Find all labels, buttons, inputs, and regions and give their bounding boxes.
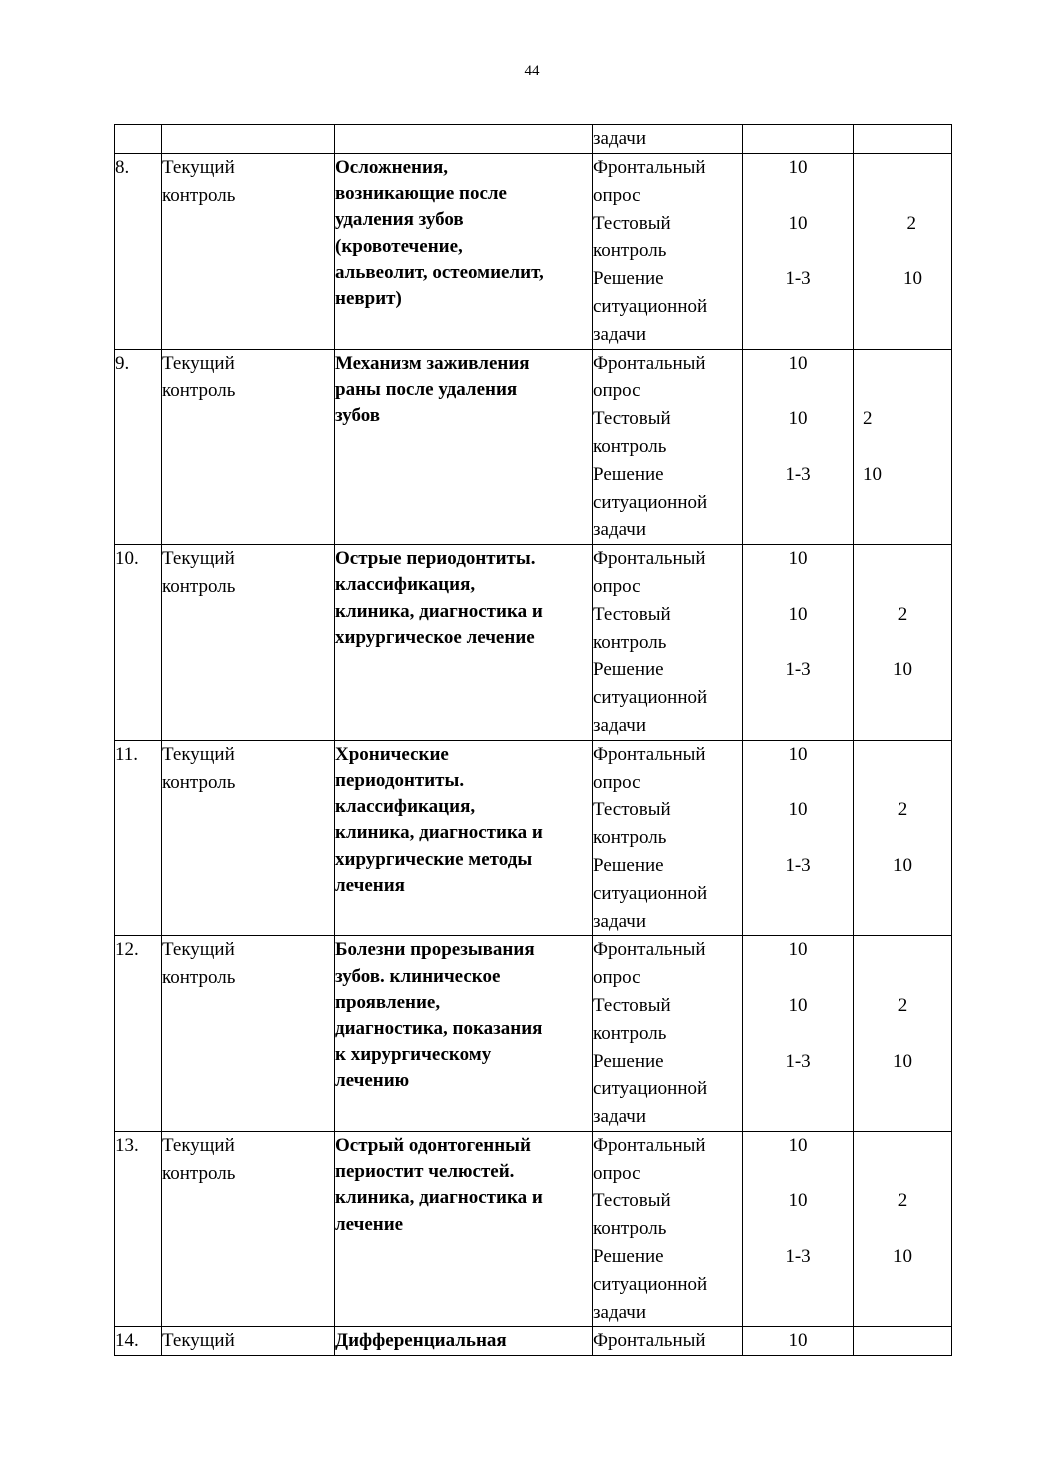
- row-number: 14.: [115, 1327, 162, 1356]
- score: [854, 349, 952, 545]
- assessment-forms: [593, 154, 743, 350]
- value-item: 10: [788, 1134, 808, 1156]
- topic-line: клиника, диагностика и: [335, 600, 543, 622]
- topic-line: неврит): [335, 288, 402, 310]
- row-number: 12.: [115, 936, 162, 1132]
- form-line: Тестовый: [593, 799, 671, 821]
- topic-line: Осложнения,: [335, 157, 448, 178]
- form-line: Тестовый: [593, 1190, 671, 1212]
- assessment-table: [114, 124, 952, 1356]
- question-count: [743, 740, 854, 936]
- assessment-forms: Фронтальный: [593, 1327, 743, 1356]
- value-item: 1-3: [785, 1050, 811, 1072]
- topic: [335, 349, 593, 545]
- form-line: Тестовый: [593, 603, 671, 625]
- topic-line: зубов. клиническое: [335, 965, 501, 987]
- value-item: 10: [788, 212, 808, 234]
- score: [854, 1327, 952, 1356]
- topic-line: Болезни прорезывания: [335, 939, 535, 961]
- control-type: [162, 154, 335, 350]
- form-line: Решение: [593, 1246, 664, 1268]
- control-type: [162, 545, 335, 741]
- form-line: опрос: [593, 967, 641, 989]
- topic: [335, 1327, 593, 1356]
- page-number: 44: [524, 63, 540, 79]
- score-item: 10: [903, 268, 922, 290]
- type-line: Текущий: [162, 548, 235, 570]
- score-item: 2: [897, 603, 908, 625]
- topic-line: клиника, диагностика и: [335, 1187, 543, 1209]
- topic: [335, 936, 593, 1132]
- score-item: [854, 154, 951, 210]
- score-item: [854, 545, 951, 601]
- control-type: [162, 936, 335, 1132]
- form-line: Тестовый: [593, 408, 671, 430]
- topic-line: (кровотечение,: [335, 235, 463, 257]
- value-item: 1-3: [785, 268, 811, 290]
- value-item: 10: [788, 939, 808, 961]
- topic-line: лечение: [335, 1213, 404, 1235]
- form-line: Фронтальный: [593, 1134, 706, 1156]
- score-item: 2: [897, 799, 908, 821]
- table-row-continuation: [115, 125, 952, 154]
- value-item: 1-3: [785, 1246, 811, 1268]
- question-count: [743, 154, 854, 350]
- form-line: опрос: [593, 771, 641, 793]
- row-number: 8.: [115, 154, 162, 350]
- type-line: контроль: [162, 967, 236, 989]
- row-number: 9.: [115, 349, 162, 545]
- score-item: [854, 936, 951, 992]
- topic: [335, 154, 593, 350]
- topic-line: классификация,: [335, 796, 476, 818]
- form-line: Решение: [593, 1050, 664, 1072]
- value-item: 10: [788, 799, 808, 821]
- topic-line: к хирургическому: [335, 1044, 492, 1066]
- form-line: Решение: [593, 659, 664, 681]
- topic-line: лечению: [335, 1070, 410, 1092]
- form-line: задачи: [593, 1301, 647, 1323]
- topic-line: возникающие после: [335, 183, 507, 205]
- score-item: [854, 1132, 951, 1188]
- topic-line: диагностика, показания: [335, 1017, 543, 1039]
- form-line: задачи: [593, 714, 647, 736]
- score-item: 2: [906, 212, 916, 234]
- form-line: опрос: [593, 1162, 641, 1184]
- form-line: контроль: [593, 631, 667, 653]
- cell-score: [854, 125, 952, 154]
- table-row: [115, 1131, 952, 1327]
- topic-line: хирургическое лечение: [335, 626, 535, 648]
- cell-value: [743, 125, 854, 154]
- cell-num: [115, 125, 162, 154]
- value-item: 10: [788, 157, 808, 178]
- score-item: 2: [897, 994, 908, 1016]
- form-line: задачи: [593, 323, 647, 345]
- type-line: Текущий: [162, 157, 235, 178]
- cell-topic: [335, 125, 593, 154]
- row-number: 10.: [115, 545, 162, 741]
- row-number: 13.: [115, 1131, 162, 1327]
- assessment-forms: [593, 349, 743, 545]
- value-item: 1-3: [785, 659, 811, 681]
- form-line: Решение: [593, 854, 664, 876]
- form-line: опрос: [593, 380, 641, 402]
- control-type: [162, 349, 335, 545]
- value-item: 10: [788, 352, 808, 374]
- form-line: контроль: [593, 240, 667, 262]
- score-item: [854, 350, 951, 406]
- type-line: контроль: [162, 380, 236, 402]
- score: [854, 936, 952, 1132]
- score-item: 2: [897, 1190, 908, 1212]
- topic-line: Хронические: [335, 743, 449, 765]
- cell-form: [593, 125, 743, 154]
- value-item: 10: [788, 548, 808, 570]
- value-item: 10: [788, 408, 808, 430]
- topic-line: Острые периодонтиты.: [335, 548, 536, 570]
- form-line: задачи: [593, 128, 647, 149]
- question-count: [743, 1131, 854, 1327]
- topic-line: Острый одонтогенный: [335, 1134, 531, 1156]
- form-line: задачи: [593, 519, 647, 541]
- type-line: контроль: [162, 184, 236, 206]
- value-item: 10: [788, 1190, 808, 1212]
- topic-line: периодонтиты.: [335, 769, 465, 791]
- type-line: контроль: [162, 771, 236, 793]
- topic-line: хирургические методы: [335, 848, 533, 870]
- form-line: Фронтальный: [593, 743, 706, 765]
- topic-line: раны после удаления: [335, 378, 518, 400]
- type-line: контроль: [162, 1162, 236, 1184]
- score-item: 10: [893, 659, 912, 681]
- topic: [335, 740, 593, 936]
- topic-line: проявление,: [335, 991, 441, 1013]
- topic-line: периостит челюстей.: [335, 1161, 515, 1183]
- question-count: [743, 1327, 854, 1356]
- score: [854, 545, 952, 741]
- topic-line: Дифференциальная: [335, 1330, 507, 1352]
- table-row: [115, 545, 952, 741]
- form-line: контроль: [593, 1022, 667, 1044]
- form-line: Тестовый: [593, 994, 671, 1016]
- assessment-forms: [593, 936, 743, 1132]
- topic: [335, 1131, 593, 1327]
- assessment-forms: [593, 545, 743, 741]
- form-line: опрос: [593, 184, 641, 206]
- question-count: [743, 936, 854, 1132]
- value-item: 10: [788, 743, 808, 765]
- score: [854, 1131, 952, 1327]
- table-row: [115, 349, 952, 545]
- control-type: [162, 740, 335, 936]
- value-item: 1-3: [785, 463, 811, 485]
- topic-line: Механизм заживления: [335, 352, 530, 374]
- form-line: контроль: [593, 827, 667, 849]
- topic-line: клиника, диагностика и: [335, 822, 543, 844]
- form-line: контроль: [593, 435, 667, 457]
- form-line: Фронтальный: [593, 352, 706, 374]
- form-line: Фронтальный: [593, 548, 706, 570]
- question-count: [743, 349, 854, 545]
- form-line: задачи: [593, 910, 647, 932]
- table-row: [115, 1327, 952, 1356]
- type-line: Текущий: [162, 1134, 235, 1156]
- score: [854, 740, 952, 936]
- cell-type: [162, 125, 335, 154]
- score-item: [854, 741, 951, 797]
- question-count: [743, 545, 854, 741]
- form-line: ситуационной: [593, 882, 708, 904]
- form-line: ситуационной: [593, 1078, 708, 1100]
- value-item: 1-3: [785, 854, 811, 876]
- score-item: 10: [893, 1050, 912, 1072]
- score: [854, 154, 952, 350]
- form-line: опрос: [593, 575, 641, 597]
- score-item: 2: [863, 408, 873, 430]
- score-item: 10: [893, 1246, 912, 1268]
- form-line: контроль: [593, 1218, 667, 1240]
- table-row: [115, 936, 952, 1132]
- form-line: ситуационной: [593, 1273, 708, 1295]
- control-type: Текущий: [162, 1327, 335, 1356]
- type-line: Текущий: [162, 939, 235, 961]
- form-line: ситуационной: [593, 687, 708, 709]
- value-item: 10: [788, 603, 808, 625]
- form-line: Тестовый: [593, 212, 671, 234]
- score-item: 10: [863, 463, 882, 485]
- value-item: 10: [788, 1330, 808, 1352]
- topic-line: лечения: [335, 874, 405, 896]
- form-line: ситуационной: [593, 295, 708, 317]
- type-line: Текущий: [162, 352, 235, 374]
- form-line: Фронтальный: [593, 157, 706, 178]
- control-type: [162, 1131, 335, 1327]
- form-line: Решение: [593, 268, 664, 290]
- type-line: контроль: [162, 575, 236, 597]
- form-line: Фронтальный: [593, 939, 706, 961]
- table-row: [115, 154, 952, 350]
- assessment-forms: [593, 740, 743, 936]
- topic-line: удаления зубов: [335, 209, 464, 231]
- value-item: 10: [788, 994, 808, 1016]
- score-item: 10: [893, 854, 912, 876]
- type-line: Текущий: [162, 743, 235, 765]
- topic-line: зубов: [335, 404, 381, 426]
- form-line: ситуационной: [593, 491, 708, 513]
- topic-line: классификация,: [335, 574, 476, 596]
- table-row: [115, 740, 952, 936]
- row-number: 11.: [115, 740, 162, 936]
- form-line: Решение: [593, 463, 664, 485]
- assessment-forms: [593, 1131, 743, 1327]
- topic: [335, 545, 593, 741]
- form-line: задачи: [593, 1106, 647, 1128]
- topic-line: альвеолит, остеомиелит,: [335, 261, 544, 283]
